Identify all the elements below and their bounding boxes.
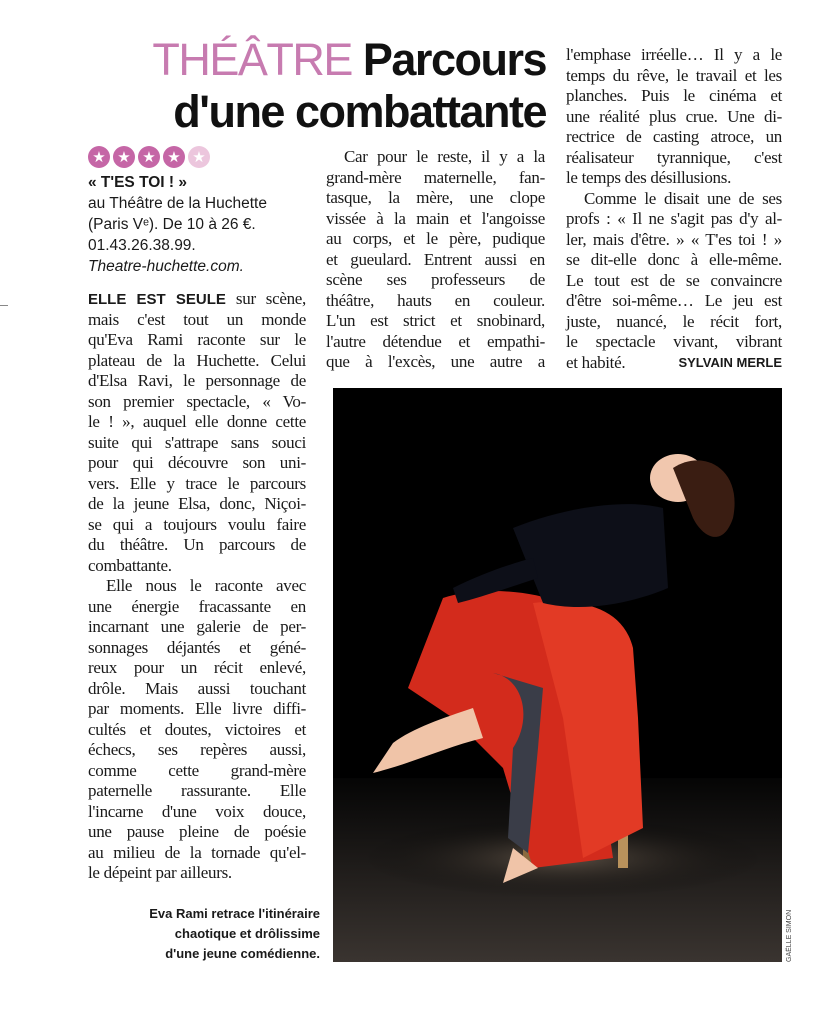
column-middle bbox=[326, 147, 545, 373]
text-line: que à l'excès, une autre a bbox=[326, 352, 545, 371]
text-line: une pause pleine de poésie bbox=[88, 822, 306, 841]
star-icon: ★ bbox=[138, 146, 160, 168]
text-line: cultés et doutes, victoires et bbox=[88, 719, 306, 739]
text-line: le spectacle vivant, vibrant bbox=[566, 332, 782, 351]
text-line: juste, nuancé, le récit fort, bbox=[566, 311, 782, 331]
text-line: une réalité plus crue. Une di- bbox=[566, 106, 782, 126]
text-line: mais c'est tout un monde bbox=[88, 309, 306, 329]
text-line: au corps, et le père, pudique bbox=[326, 229, 545, 248]
text-line: de la jeune Elsa, donc, Niçoi- bbox=[88, 494, 306, 513]
text-line: réalisateur tyrannique, c'est bbox=[566, 147, 782, 167]
caption-line: d'une jeune comédienne. bbox=[165, 946, 320, 961]
text-line: d'Elsa Ravi, le personnage de bbox=[88, 371, 306, 390]
text-line: scène ses professeurs de bbox=[326, 270, 545, 289]
text-line: profs : « Il ne s'agit pas d'y al- bbox=[566, 209, 782, 228]
author-byline: SYLVAIN MERLE bbox=[678, 354, 782, 370]
headline-title-2: d'une combattante bbox=[173, 86, 546, 137]
star-icon: ★ bbox=[88, 146, 110, 168]
text-line: ELLE EST SEULE sur scène, bbox=[88, 289, 306, 308]
text-line: l'autre détendue et empathi- bbox=[326, 331, 545, 351]
venue: au Théâtre de la Huchette bbox=[88, 195, 267, 212]
text-line: le ! », auquel elle donne cette bbox=[88, 412, 306, 431]
text-line: temps du rêve, le travail et les bbox=[566, 65, 782, 85]
text-line: Comme le disait une de ses bbox=[584, 188, 782, 208]
star-rating bbox=[88, 146, 210, 168]
text-line: planches. Puis le cinéma et bbox=[566, 86, 782, 105]
text-line: et habité. SYLVAIN MERLE bbox=[566, 352, 782, 372]
phone: 01.43.26.38.99. bbox=[88, 237, 196, 254]
text-line: tasque, la mère, une clope bbox=[326, 188, 545, 207]
text-line: vers. Elle y trace le parcours bbox=[88, 473, 306, 493]
dancer-photo-illustration bbox=[333, 388, 782, 962]
text-line: plateau de la Huchette. Celui bbox=[88, 350, 306, 370]
lead-in: ELLE EST SEULE bbox=[88, 291, 226, 308]
text-line: son premier spectacle, « Vo- bbox=[88, 391, 306, 411]
text-line: Car pour le reste, il y a la bbox=[344, 147, 545, 166]
text-line: du théâtre. Un parcours de bbox=[88, 535, 306, 554]
text-line: au milieu de la tornade qu'el- bbox=[88, 842, 306, 862]
text-line: drôle. Mais aussi touchant bbox=[88, 678, 306, 698]
star-icon: ★ bbox=[163, 146, 185, 168]
text-line: l'emphase irréelle… Il y a le bbox=[566, 45, 782, 64]
headline-line-2 bbox=[96, 86, 546, 138]
margin-mark bbox=[0, 305, 8, 306]
text-line: grand-mère maternelle, fan- bbox=[326, 167, 545, 187]
section-kicker: THÉÂTRE bbox=[152, 34, 352, 85]
text-line: l'incarne d'une voix douce, bbox=[88, 801, 306, 821]
text-line: rectrice de casting atroce, un bbox=[566, 127, 782, 146]
show-title: « T'ES TOI ! » bbox=[88, 174, 188, 191]
text-line: Elle nous le raconte avec bbox=[106, 576, 306, 595]
star-icon: ★ bbox=[113, 146, 135, 168]
website: Theatre-huchette.com. bbox=[88, 258, 244, 275]
text-line: se dit-elle donc à elle-même. bbox=[566, 250, 782, 269]
headline bbox=[96, 34, 546, 138]
text-line: qu'Eva Rami raconte sur le bbox=[88, 330, 306, 349]
text-line: ler, mais d'être. » « T'es toi ! » bbox=[566, 229, 782, 249]
article-photo bbox=[333, 388, 782, 962]
column-left bbox=[88, 289, 306, 884]
text-line: et gueulard. Entrent aussi en bbox=[326, 249, 545, 269]
caption-line: Eva Rami retrace l'itinéraire bbox=[149, 906, 320, 921]
text-line: suite qui s'attrape sans souci bbox=[88, 432, 306, 452]
column-right bbox=[566, 45, 782, 373]
photo-credit: GAËLLE SIMON bbox=[786, 909, 793, 962]
caption-line: chaotique et drôlissime bbox=[174, 926, 320, 941]
text-line: d'être soi-même… Le jeu est bbox=[566, 291, 782, 310]
headline-title-1: Parcours bbox=[362, 34, 546, 85]
text-line: se qui a toujours voulu faire bbox=[88, 514, 306, 534]
text-line: par moments. Elle livre diffi- bbox=[88, 699, 306, 718]
text-line: le temps des désillusions. bbox=[566, 168, 732, 187]
text-line: vissée à la main et l'angoisse bbox=[326, 208, 545, 228]
text-line: théâtre, hauts en couleur. bbox=[326, 290, 545, 310]
text-line: une énergie fracassante en bbox=[88, 596, 306, 616]
text-line: le dépeint par ailleurs. bbox=[88, 863, 232, 882]
text-line: échecs, ses repères aussi, bbox=[88, 740, 306, 759]
text-line: reux pour un récit enlevé, bbox=[88, 658, 306, 677]
star-icon: ★ bbox=[188, 146, 210, 168]
text-line: incarnant une galerie de per- bbox=[88, 617, 306, 636]
text-line: combattante. bbox=[88, 555, 172, 575]
show-info bbox=[88, 172, 308, 277]
text-line: Le tout est de se convaincre bbox=[566, 270, 782, 290]
photo-caption bbox=[110, 904, 320, 964]
text-line: paternelle rassurante. Elle bbox=[88, 781, 306, 800]
text-line: comme cette grand-mère bbox=[88, 760, 306, 780]
text-line: pour qui découvre son uni- bbox=[88, 453, 306, 472]
location-price: (Paris Vᵉ). De 10 à 26 €. bbox=[88, 216, 256, 233]
text-line: sonnages déjantés et géné- bbox=[88, 637, 306, 657]
headline-line-1 bbox=[96, 34, 546, 86]
text-line: L'un est strict et snobinard, bbox=[326, 311, 545, 330]
